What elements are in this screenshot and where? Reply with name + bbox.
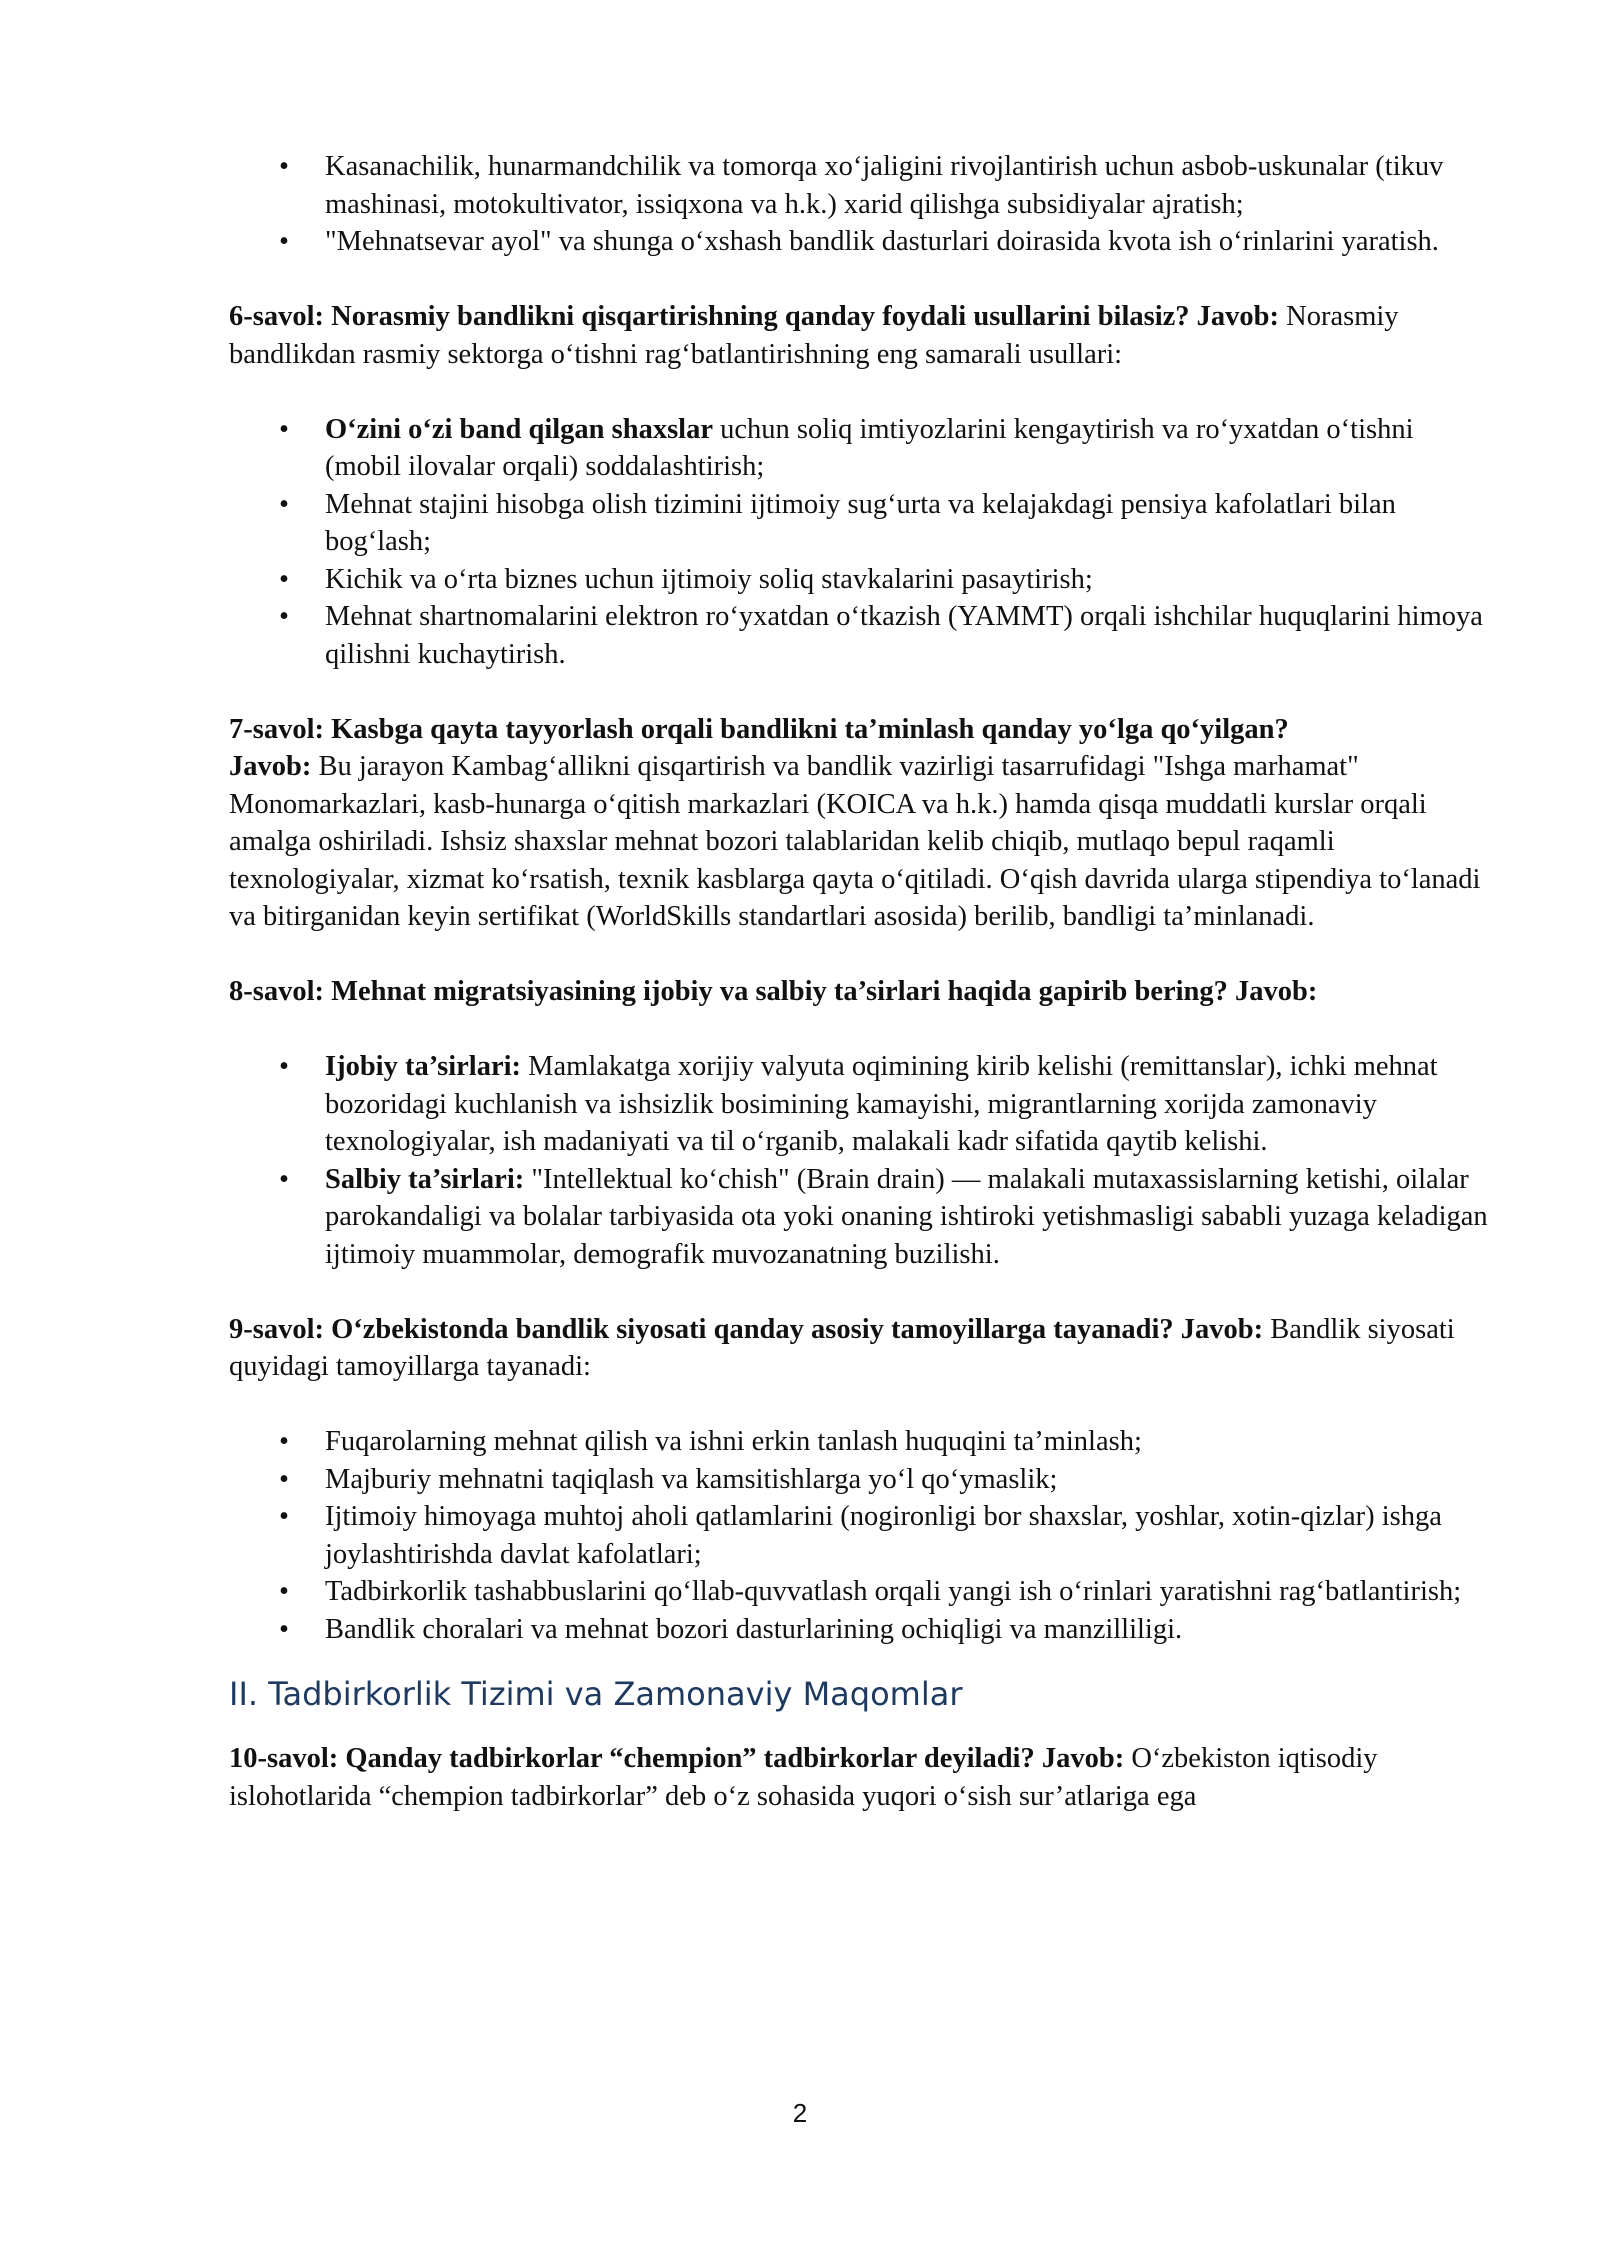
question-8-bullet-list — [229, 1048, 1489, 1273]
list-item-text: Kasanachilik, hunarmandchilik va tomorqa xo‘jaligini rivojlantirish uchun asbob-uskunalar (tikuv mashinasi, motokultivator, issiqxona va h.k.) xarid qilishga subsidiyalar ajratish; — [325, 151, 1444, 220]
question-7-answer-label: Javob: — [229, 751, 312, 782]
list-item-text: Majburiy mehnatni taqiqlash va kamsitishlarga yo‘l qo‘ymaslik; — [325, 1463, 1058, 1495]
bullet-icon: • — [279, 488, 289, 520]
question-6-answer: Norasmiy bandlikdan rasmiy sektorga o‘tishni rag‘batlantirishning eng samarali usullari: — [229, 301, 1399, 370]
list-item — [229, 1423, 1489, 1461]
question-9-paragraph — [229, 1311, 1489, 1386]
bullet-icon: • — [279, 1163, 289, 1195]
question-10-title: 10-savol: Qanday tadbirkorlar “chempion” tadbirkorlar deyiladi? Javob: — [229, 1743, 1125, 1774]
question-8-title: 8-savol: Mehnat migratsiyasining ijobiy va salbiy ta’sirlari haqida gapirib bering? Javob: — [229, 976, 1318, 1007]
list-item-text: Fuqarolarning mehnat qilish va ishni erkin tanlash huquqini ta’minlash; — [325, 1426, 1142, 1457]
bullet-icon: • — [279, 1576, 289, 1607]
list-item-text: Mamlakatga xorijiy valyuta oqimining kirib kelishi (remittanslar), ichki mehnat bozoridagi kuchlanish va ishsizlik bosimining kamayishi, migrantlarning xorijda zamonaviy texnologiyalar, ish madaniyati va til o‘rganib, malakali kadr sifatida qaytib kelishi. — [325, 1051, 1438, 1157]
bullet-icon: • — [279, 1426, 289, 1457]
list-item — [229, 1461, 1489, 1499]
page-number: 2 — [792, 2098, 808, 2128]
bullet-icon: • — [279, 563, 289, 595]
question-7-title: 7-savol: Kasbga qayta tayyorlash orqali bandlikni ta’minlash qanday yo‘lga qo‘yilgan? — [229, 713, 1289, 745]
list-item — [229, 1161, 1489, 1274]
list-item-text: Mehnat stajini hisobga olish tizimini ijtimoiy sug‘urta va kelajakdagi pensiya kafolatlari bilan bog‘lash; — [325, 488, 1396, 557]
question-9-answer: Bandlik siyosati quyidagi tamoyillarga tayanadi: — [229, 1313, 1455, 1382]
question-9-bullet-list — [229, 1423, 1489, 1648]
list-item — [229, 148, 1489, 223]
bullet-icon: • — [279, 1501, 289, 1532]
list-item-bold: Salbiy ta’sirlari: — [325, 1163, 525, 1195]
list-item — [229, 1573, 1489, 1611]
question-10-paragraph — [229, 1740, 1489, 1815]
list-item-text: Tadbirkorlik tashabbuslarini qo‘llab-quvvatlash orqali yangi ish o‘rinlari yaratishni rag‘batlantirish; — [325, 1576, 1462, 1607]
intro-bullet-list — [229, 148, 1489, 261]
list-item-text: "Mehnatsevar ayol" va shunga o‘xshash bandlik dasturlari doirasida kvota ish o‘rinlarini yaratish. — [325, 226, 1439, 257]
list-item — [229, 411, 1489, 486]
question-9-title: 9-savol: O‘zbekistonda bandlik siyosati qanday asosiy tamoyillarga tayanadi? Javob: — [229, 1313, 1264, 1345]
list-item — [229, 1048, 1489, 1161]
question-7-paragraph — [229, 711, 1489, 936]
list-item — [229, 486, 1489, 561]
list-item — [229, 1498, 1489, 1573]
section-heading: II. Tadbirkorlik Tizimi va Zamonaviy Maqomlar — [229, 1675, 963, 1713]
question-10-answer: O‘zbekiston iqtisodiy islohotlarida “chempion tadbirkorlar” deb o‘z sohasida yuqori o‘sish sur’atlariga ega — [229, 1743, 1378, 1812]
bullet-icon: • — [279, 1051, 289, 1082]
list-item-text: Ijtimoiy himoyaga muhtoj aholi qatlamlarini (nogironligi bor shaxslar, yoshlar, xotin-qizlar) ishga joylashtirishda davlat kafolatlari; — [325, 1501, 1442, 1570]
bullet-icon: • — [279, 1613, 289, 1645]
question-6-paragraph — [229, 298, 1489, 373]
bullet-icon: • — [279, 1463, 289, 1495]
list-item — [229, 223, 1489, 261]
list-item-text: Kichik va o‘rta biznes uchun ijtimoiy soliq stavkalarini pasaytirish; — [325, 563, 1093, 595]
list-item — [229, 598, 1489, 673]
list-item — [229, 1611, 1489, 1649]
question-6-bullet-list — [229, 411, 1489, 674]
list-item-text: "Intellektual ko‘chish" (Brain drain) — malakali mutaxassislarning ketishi, oilalar parokandaligi va bolalar tarbiyasida ota yoki onaning ishtiroki yetishmasligi sababli yuzaga keladigan ijtimoiy muammolar, demografik muvozanatning buzilishi. — [325, 1163, 1488, 1270]
bullet-icon: • — [279, 226, 289, 257]
list-item — [229, 561, 1489, 599]
document-page — [229, 148, 1489, 1815]
list-item-bold: O‘zini o‘zi band qilgan shaxslar — [325, 413, 713, 445]
bullet-icon: • — [279, 413, 289, 445]
bullet-icon: • — [279, 601, 289, 632]
list-item-text: Mehnat shartnomalarini elektron ro‘yxatdan o‘tkazish (YAMMT) orqali ishchilar huquqlarini himoya qilishni kuchaytirish. — [325, 601, 1483, 670]
list-item-text: Bandlik choralari va mehnat bozori dasturlarining ochiqligi va manzilliligi. — [325, 1613, 1183, 1645]
list-item-text: uchun soliq imtiyozlarini kengaytirish va ro‘yxatdan o‘tishni (mobil ilovalar orqali) soddalashtirish; — [325, 413, 1414, 482]
question-6-title: 6-savol: Norasmiy bandlikni qisqartirishning qanday foydali usullarini bilasiz? Javob: — [229, 301, 1280, 332]
question-8-paragraph — [229, 973, 1489, 1011]
bullet-icon: • — [279, 151, 289, 182]
list-item-bold: Ijobiy ta’sirlari: — [325, 1051, 522, 1082]
question-7-answer: Bu jarayon Kambag‘allikni qisqartirish va bandlik vazirligi tasarrufidagi "Ishga marhamat" Monomarkazlari, kasb-hunarga o‘qitish markazlari (KOICA va h.k.) hamda qisqa muddatli kurslar orqali amalga oshiriladi. Ishsiz shaxslar mehnat bozori talablaridan kelib chiqib, mutlaqo bepul raqamli texnologiyalar, xizmat ko‘rsatish, texnik kasblarga qayta o‘qitiladi. O‘qish davrida ularga stipendiya to‘lanadi va bitirganidan keyin sertifikat (WorldSkills standartlari asosida) berilib, bandligi ta’minlanadi. — [229, 751, 1481, 932]
